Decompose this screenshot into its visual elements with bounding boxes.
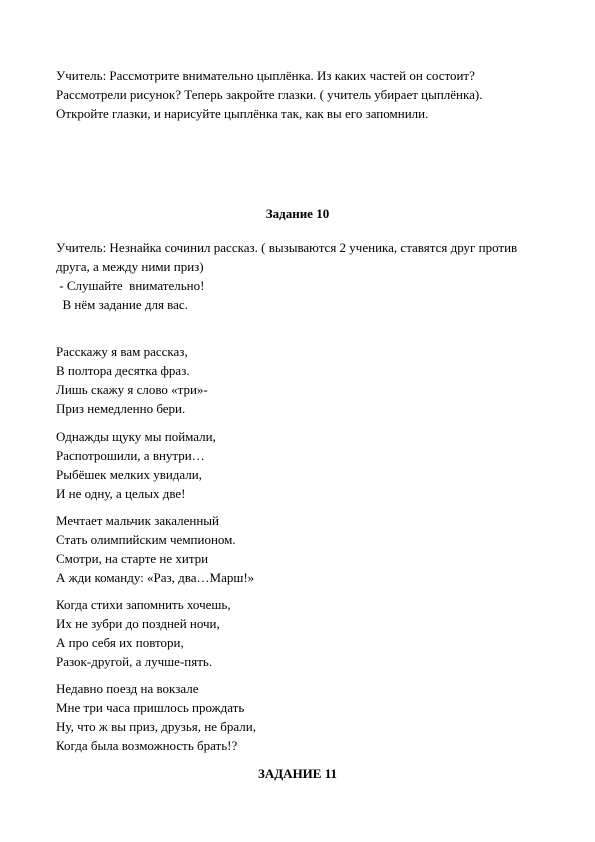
poem-stanza-1	[56, 342, 546, 418]
poem-line: Их не зубри до поздней ночи,	[56, 616, 220, 631]
task10-instructions	[56, 238, 546, 314]
poem-line: Когда была возможность брать!?	[56, 738, 238, 753]
task11-heading: ЗАДАНИЕ 11	[257, 766, 337, 781]
poem-line: Распотрошили, а внутри…	[56, 448, 205, 463]
poem-line: Расскажу я вам рассказ,	[56, 344, 188, 359]
task10-heading: Задание 10	[265, 206, 330, 221]
poem-line: Однажды щуку мы поймали,	[56, 429, 216, 444]
poem-line: Недавно поезд на вокзале	[56, 681, 199, 696]
poem-line: Стать олимпийским чемпионом.	[56, 532, 236, 547]
poem-line: А про себя их повтори,	[56, 635, 184, 650]
poem-stanza-5	[56, 679, 546, 755]
intro-paragraph	[56, 66, 546, 123]
poem-line: Приз немедленно бери.	[56, 401, 186, 416]
poem-line: Лишь скажу я слово «три»-	[56, 382, 208, 397]
poem-line: Мечтает мальчик закаленный	[56, 513, 219, 528]
poem-line: И не одну, а целых две!	[56, 486, 186, 501]
poem-line: Разок-другой, а лучше-пять.	[56, 654, 213, 669]
poem-line: Рыбёшек мелких увидали,	[56, 467, 202, 482]
poem-line: Смотри, на старте не хитри	[56, 551, 209, 566]
instruction-line: В нём задание для вас.	[56, 297, 188, 312]
poem-stanza-3	[56, 511, 546, 587]
instruction-line: Учитель: Незнайка сочинил рассказ. ( вызываются 2 ученика, ставятся друг против	[56, 240, 518, 255]
poem-line: Когда стихи запомнить хочешь,	[56, 597, 231, 612]
instruction-line: друга, а между ними приз)	[56, 259, 204, 274]
poem-stanza-4	[56, 595, 546, 671]
intro-line: Рассмотрели рисунок? Теперь закройте глазки. ( учитель убирает цыплёнка).	[56, 87, 483, 102]
intro-line: Откройте глазки, и нарисуйте цыплёнка так, как вы его запомнили.	[56, 106, 429, 121]
poem-line: Ну, что ж вы приз, друзья, не брали,	[56, 719, 256, 734]
intro-line: Учитель: Рассмотрите внимательно цыплёнка. Из каких частей он состоит?	[56, 68, 475, 83]
poem-line: А жди команду: «Раз, два…Марш!»	[56, 570, 255, 585]
instruction-line: - Слушайте внимательно!	[56, 278, 205, 293]
poem-line: В полтора десятка фраз.	[56, 363, 190, 378]
poem-stanza-2	[56, 427, 546, 503]
poem-line: Мне три часа пришлось прождать	[56, 700, 245, 715]
